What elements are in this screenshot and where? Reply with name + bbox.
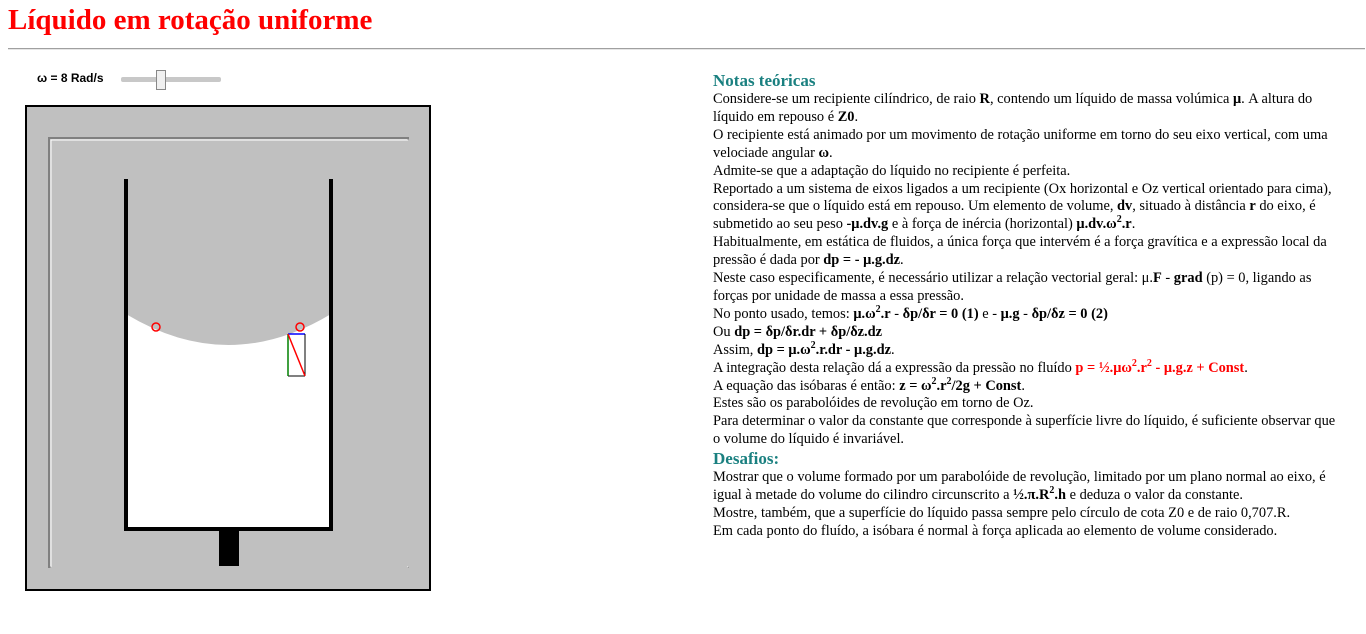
liquid-body — [126, 314, 331, 528]
notes-paragraph: Estes são os parabolóides de revolução em torno de Oz. — [713, 395, 1034, 412]
notes-paragraph: Habitualmente, em estática de fluidos, a única força que intervém é a força gravítica e a expressão local da pressão é dada por dp = - μ.g.dz. — [713, 234, 1327, 269]
challenge-paragraph: Mostre, também, que a superfície do líquido passa sempre pelo círculo de cota Z0 e de raio 0,707.R. — [713, 504, 1291, 521]
notes-paragraph: A integração desta relação dá a expressão da pressão no fluído $p = \frac{1}{2}.\mu\omega^2.r^2 - \mu.g.z$ + Const. — [713, 357, 1248, 376]
notes-paragraph: Reportado a um sistema de eixos ligados a um recipiente (Ox horizontal e Oz vertical orientado para cima), considera-se que o líquido está em repouso. Um elemento de volume, dv, situado à distância r do eixo, é submetido ao seu peso -μ.dv.g e à força de inércia (horizontal) $\mu.dv.\omega^2.r$. — [713, 180, 1332, 233]
notes-paragraph: A equação das isóbaras é então: $z = \omega^2.r^2/2g$ + Const. — [713, 375, 1025, 394]
title-divider — [8, 48, 1365, 50]
omega-slider-track[interactable] — [121, 77, 221, 82]
omega-slider-thumb[interactable] — [156, 70, 166, 90]
notes-paragraph: Ou dp = δp/δr.dr + δp/δz.dz — [713, 323, 883, 340]
theory-notes — [713, 71, 1343, 541]
page-title: Líquido em rotação uniforme — [8, 4, 373, 36]
omega-label: ω = 8 Rad/s — [37, 71, 104, 85]
notes-paragraph: Assim, dp = $\mu.\omega^2.r.dr - \mu.g.dz$. — [713, 339, 895, 358]
challenge-paragraph: Mostrar que o volume formado por um parabolóide de revolução, limitado por um plano normal ao eixo, é igual à metade do volume do cilindro circunscrito a $\frac{1}{2}.\pi.R^2.h$ e deduza o valor da constante. — [713, 469, 1326, 504]
notes-heading: Notas teóricas — [713, 71, 816, 90]
rotating-liquid-simulation — [25, 105, 431, 591]
notes-paragraph: O recipiente está animado por um movimento de rotação uniforme em torno do seu eixo vertical, com uma velociade angular ω. — [713, 126, 1328, 161]
notes-paragraph: Admite-se que a adaptação do líquido no recipiente é perfeita. — [713, 162, 1071, 179]
challenges-heading: Desafios: — [713, 449, 780, 469]
notes-paragraph: No ponto usado, temos: $\mu.\omega^2.r - \delta p/\delta r = 0$ (1) e - μ.g - δp/δz = 0 (2) — [713, 304, 1108, 322]
notes-paragraph: Considere-se um recipiente cilíndrico, de raio R, contendo um líquido de massa volúmica μ. A altura do líquido em repouso é Z0. — [713, 91, 1313, 125]
notes-paragraph: Neste caso especificamente, é necessário utilizar a relação vectorial geral: μ.F - grad (p) = 0, ligando as forças por unidade de massa a essa pressão. — [713, 270, 1312, 304]
notes-paragraph: Para determinar o valor da constante que corresponde à superfície livre do líquido, é suficiente observar que o volume do líquido é invariável. — [713, 413, 1336, 448]
challenge-paragraph: Em cada ponto do fluído, a isóbara é normal à força aplicada ao elemento de volume considerado. — [713, 522, 1278, 539]
rotation-shaft — [219, 529, 239, 566]
